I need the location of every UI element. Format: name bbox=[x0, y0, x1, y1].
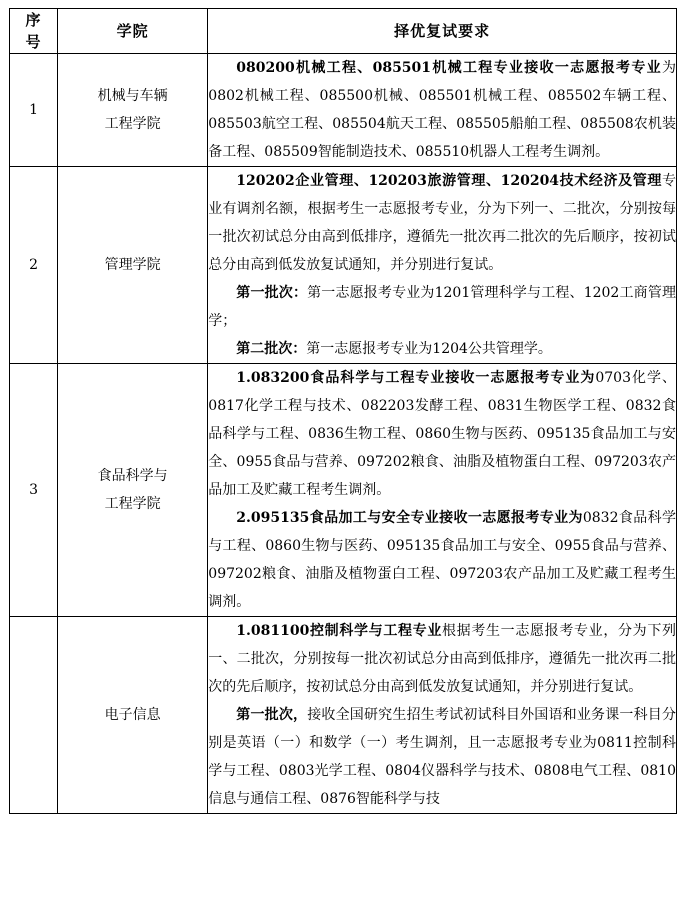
table-header-row bbox=[10, 9, 677, 54]
requirement-bold-segment: 第一批次： bbox=[236, 285, 308, 301]
row-requirement bbox=[208, 167, 677, 364]
requirement-segment: 0832食品科学与工程、0860生物与医药、095135食品加工与安全、0955食品与营养、097202粮食、油脂及植物蛋白工程、097203农产品加工及贮藏工程考生调剂。 bbox=[208, 510, 676, 610]
row-number: 2 bbox=[10, 167, 58, 364]
requirement-paragraph bbox=[208, 701, 676, 813]
requirement-segment: 根据考生一志愿报考专业，分为下列一、二批次，分别按每一批次初试总分由高到低排序，遵循先一批次再二批次的先后顺序，按初试总分由高到低发放复试通知，并分别进行复试。 bbox=[208, 623, 677, 695]
requirement-paragraph bbox=[208, 364, 676, 504]
requirement-segment: 第一志愿报考专业为1201管理科学与工程、1202工商管理学； bbox=[208, 285, 676, 329]
college-line: 工程学院 bbox=[104, 496, 161, 512]
requirement-paragraph bbox=[208, 279, 676, 335]
row-college bbox=[58, 54, 208, 167]
requirement-bold-segment: 1.083200食品科学与工程专业接收一志愿报考专业为 bbox=[236, 370, 596, 386]
header-cell-college: 学院 bbox=[58, 9, 208, 54]
requirement-segment: 第一志愿报考专业为1204公共管理学。 bbox=[306, 341, 552, 357]
header-cell-requirement: 择优复试要求 bbox=[208, 9, 677, 54]
admission-requirements-table bbox=[9, 8, 677, 814]
table-row bbox=[10, 167, 677, 364]
requirement-bold-segment: 080200机械工程、085501机械工程专业接收一志愿报考专业 bbox=[236, 60, 662, 76]
requirement-bold-segment: 2.095135食品加工与安全专业接收一志愿报考专业为 bbox=[236, 510, 583, 526]
requirement-paragraph bbox=[208, 335, 676, 363]
requirement-bold-segment: 120202企业管理、120203旅游管理、120204技术经济及管理 bbox=[236, 173, 662, 189]
table-row bbox=[10, 54, 677, 167]
header-cell-no bbox=[10, 9, 58, 54]
requirement-segment: 接收全国研究生招生考试初试科目外国语和业务课一科目分别是英语（一）和数学（一）考生调剂，且一志愿报考专业为0811控制科学与工程、0803光学工程、0804仪器科学与技术、0808电气工程、0810信息与通信工程、0876智能科学与技 bbox=[208, 707, 676, 807]
requirement-segment: 为0802机械工程、085500机械、085501机械工程、085502车辆工程、085503航空工程、085504航天工程、085505船舶工程、085508农机装备工程、085509智能制造技术、085510机器人工程考生调剂。 bbox=[208, 60, 676, 160]
row-number bbox=[10, 617, 58, 814]
header-no-line1: 序 bbox=[25, 11, 42, 29]
table-body bbox=[10, 9, 677, 814]
requirement-bold-segment: 第一批次， bbox=[236, 707, 308, 723]
requirement-segment: 0703化学、0817化学工程与技术、082203发酵工程、0831生物医学工程、0832食品科学与工程、0836生物工程、0860生物与医药、095135食品加工与安全、0955食品与营养、097202粮食、油脂及植物蛋白工程、097203农产品加工及贮藏工程考生调剂。 bbox=[208, 370, 676, 498]
table-row bbox=[10, 617, 677, 814]
row-college bbox=[58, 364, 208, 617]
college-line: 电子信息 bbox=[104, 707, 161, 723]
college-line: 机械与车辆 bbox=[97, 88, 168, 104]
requirement-paragraph bbox=[208, 617, 676, 701]
requirement-segment: 专业有调剂名额，根据考生一志愿报考专业，分为下列一、二批次，分别按每一批次初试总分由高到低排序，遵循先一批次再二批次的先后顺序，按初试总分由高到低发放复试通知，并分别进行复试。 bbox=[208, 173, 676, 273]
requirement-bold-segment: 1.081100控制科学与工程专业 bbox=[236, 623, 443, 639]
row-college bbox=[58, 167, 208, 364]
requirement-paragraph bbox=[208, 504, 676, 616]
row-requirement bbox=[208, 364, 677, 617]
row-number: 3 bbox=[10, 364, 58, 617]
college-line: 工程学院 bbox=[104, 116, 161, 132]
college-line: 食品科学与 bbox=[97, 468, 168, 484]
row-requirement bbox=[208, 617, 677, 814]
row-requirement bbox=[208, 54, 677, 167]
requirement-paragraph bbox=[208, 167, 676, 279]
row-number: 1 bbox=[10, 54, 58, 167]
header-no-line2: 号 bbox=[25, 33, 42, 51]
row-college bbox=[58, 617, 208, 814]
requirement-bold-segment: 第二批次： bbox=[236, 341, 307, 357]
requirement-paragraph bbox=[208, 54, 676, 166]
table-row bbox=[10, 364, 677, 617]
college-line: 管理学院 bbox=[104, 257, 161, 273]
